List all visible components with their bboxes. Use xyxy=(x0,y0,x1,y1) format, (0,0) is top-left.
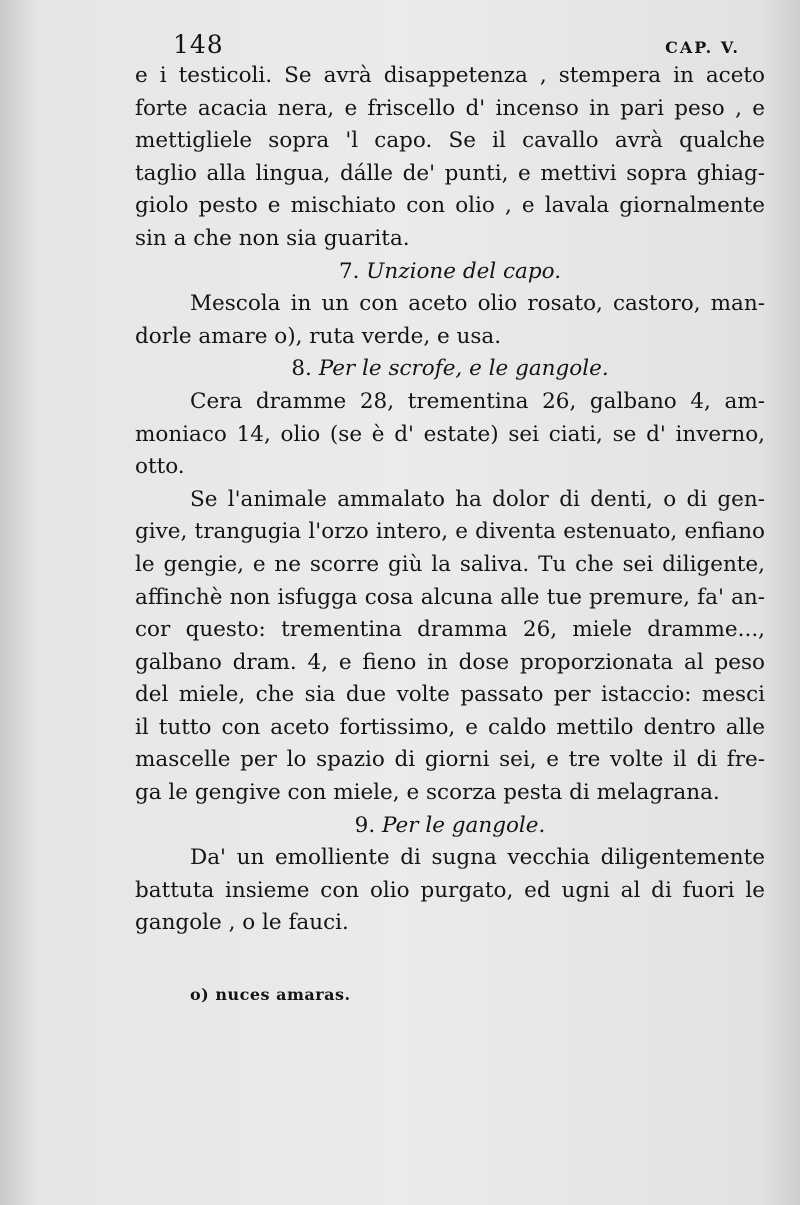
text-line: gangole , o le fauci. xyxy=(135,910,349,936)
text-line: dorle amare o), ruta verde, e usa. xyxy=(135,323,502,349)
text-line: del miele, che sia due volte passato per istaccio: mesci xyxy=(135,682,765,708)
text-line: cor questo: trementina dramma 26, miele dramme..., xyxy=(135,617,765,643)
text-line: affinchè non isfugga cosa alcuna alle tue premure, fa' an- xyxy=(135,584,765,610)
footnote: o) nuces amaras. xyxy=(190,985,351,1004)
text-line: otto. xyxy=(135,454,185,480)
text-line: mettigliele sopra 'l capo. Se il cavallo avrà qualche xyxy=(135,128,765,154)
section-number: 7. xyxy=(338,258,360,284)
section-heading-9 xyxy=(135,810,765,843)
text-line: galbano dram. 4, e fieno in dose proporzionata al peso xyxy=(135,649,765,675)
section-title: Per le gangole. xyxy=(382,812,546,838)
text-line: Se l'animale ammalato ha dolor di denti, o di gen- xyxy=(190,486,765,512)
page-number: 148 xyxy=(173,30,224,59)
body-text xyxy=(135,60,765,940)
text-line: give, trangugia l'orzo intero, e diventa estenuato, enfiano xyxy=(135,519,765,545)
section-title: Unzione del capo. xyxy=(366,258,562,284)
text-line: forte acacia nera, e friscello d' incenso in pari peso , e xyxy=(135,95,765,121)
section-heading-7 xyxy=(135,256,765,289)
text-line: taglio alla lingua, dálle de' punti, e mettivi sopra ghiag- xyxy=(135,160,765,186)
text-line: giolo pesto e mischiato con olio , e lavala giornalmente xyxy=(135,193,765,219)
text-line: mascelle per lo spazio di giorni sei, e tre volte il di fre- xyxy=(135,747,765,773)
running-head: CAP. V. xyxy=(665,38,740,57)
text-line: ga le gengive con miele, e scorza pesta di melagrana. xyxy=(135,780,720,806)
text-line: le gengie, e ne scorre giù la saliva. Tu che sei diligente, xyxy=(135,551,765,577)
text-line: moniaco 14, olio (se è d' estate) sei ciati, se d' inverno, xyxy=(135,421,765,447)
text-line: Da' un emolliente di sugna vecchia diligentemente xyxy=(190,845,765,871)
text-line: Cera dramme 28, trementina 26, galbano 4, am- xyxy=(190,388,765,414)
text-line: sin a che non sia guarita. xyxy=(135,225,410,251)
text-line: Mescola in un con aceto olio rosato, castoro, man- xyxy=(190,291,765,317)
section-number: 9. xyxy=(354,812,376,838)
page-header xyxy=(135,30,740,64)
section-number: 8. xyxy=(291,356,312,382)
section-heading-8 xyxy=(135,353,765,386)
text-line: e i testicoli. Se avrà disappetenza , stempera in aceto xyxy=(135,63,765,88)
text-line: il tutto con aceto fortissimo, e caldo mettilo dentro alle xyxy=(135,714,765,740)
section-title: Per le scrofe, e le gangole. xyxy=(318,356,609,382)
text-line: battuta insieme con olio purgato, ed ugni al di fuori le xyxy=(135,877,765,903)
